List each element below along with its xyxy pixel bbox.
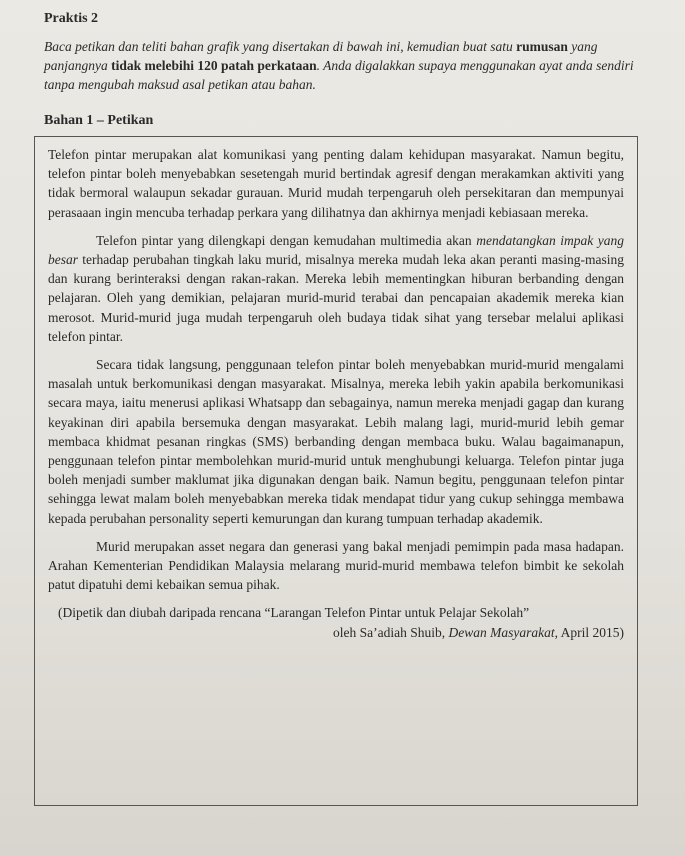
- passage-paragraph-2: [48, 231, 624, 346]
- source-line-1: (Dipetik dan diubah daripada rencana “Larangan Telefon Pintar untuk Pelajar Sekolah”: [58, 605, 530, 621]
- instructions-part4: tidak melebihi 120 patah perkataan: [111, 58, 317, 73]
- instructions: [44, 37, 644, 94]
- page-title: Praktis 2: [44, 11, 99, 26]
- instructions-part1: Baca petikan dan teliti bahan grafik yang disertakan di bawah ini, kemudian buat satu: [44, 39, 513, 54]
- instructions-part5: . Anda digalakkan supaya menggunakan ayat anda sendiri tanpa mengubah maksud asal petikan atau bahan.: [44, 58, 634, 92]
- section-heading: Bahan 1 – Petikan: [44, 113, 154, 128]
- source-publication: Dewan Masyarakat: [448, 624, 555, 640]
- passage-paragraph-1: Telefon pintar merupakan alat komunikasi yang penting dalam kehidupan masyarakat. Namun begitu, telefon pintar boleh menyebabkan sesetengah murid bertindak agresif dengan merakamkan aktiviti yang tidak bermoral walaupun sekadar gurauan. Murid mudah terpengaruh oleh persekitaran dan mempunyai perasaaan ingin mencuba terhadap perkara yang dilihatnya dan akhirnya menjadi kebiasaan mereka.: [48, 147, 624, 220]
- source-author: oleh Sa’adiah Shuib,: [333, 624, 449, 640]
- instructions-part3: yang panjangnya: [44, 39, 598, 73]
- source-date: , April 2015): [554, 624, 624, 640]
- passage-p2-italic: mendatangkan impak yang besar: [48, 232, 625, 268]
- passage-box: [34, 136, 638, 806]
- instructions-part2: rumusan: [516, 39, 568, 54]
- passage-p2-start: Telefon pintar yang dilengkapi dengan kemudahan multimedia akan: [96, 232, 477, 248]
- source-citation: [48, 603, 624, 641]
- passage-paragraph-4: Murid merupakan asset negara dan generasi yang bakal menjadi pemimpin pada masa hadapan. Arahan Kementerian Pendidikan Malaysia melarang murid-murid membawa telefon bimbit ke sekolah patut dipatuhi demi kebaikan semua pihak.: [48, 538, 624, 593]
- passage-paragraph-3: Secara tidak langsung, penggunaan telefon pintar boleh menyebabkan murid-murid mengalami masalah untuk berkomunikasi dengan masyarakat. Misalnya, mereka lebih yakin apabila berkomunikasi secara maya, iaitu menerusi aplikasi Whatsapp dan sebagainya, namun mereka menjadi gagap dan kurang keyakinan diri apabila bersemuka dengan masyarakat. Lebih malang lagi, murid-murid lebih gemar membaca khidmat pesanan ringkas (SMS) berbanding dengan membaca buku. Walau bagaimanapun, penggunaan telefon pintar membolehkan murid-murid untuk menghubungi keluarga. Telefon pintar juga boleh menjadi sumber maklumat jika digunakan dengan baik. Namun begitu, penggunaan telefon pintar sehingga lewat malam boleh menyebabkan mereka tidak mendapat tidur yang cukup sehingga membawa kepada perubahan personality seperti kemurungan dan kurang tumpuan terhadap akademik.: [48, 357, 624, 526]
- passage-p2-end: terhadap perubahan tingkah laku murid, misalnya mereka mudah leka akan peranti masing-masing dan kurang berinteraksi dengan rakan-rakan. Mereka lebih mementingkan hiburan berbanding dengan pelajaran. Oleh yang demikian, pelajaran murid-murid terabai dan pencapaian akademik mereka kian merosot. Murid-murid juga mudah terpengaruh oleh budaya tidak sihat yang tersebar melalui aplikasi telefon pintar.: [48, 252, 624, 344]
